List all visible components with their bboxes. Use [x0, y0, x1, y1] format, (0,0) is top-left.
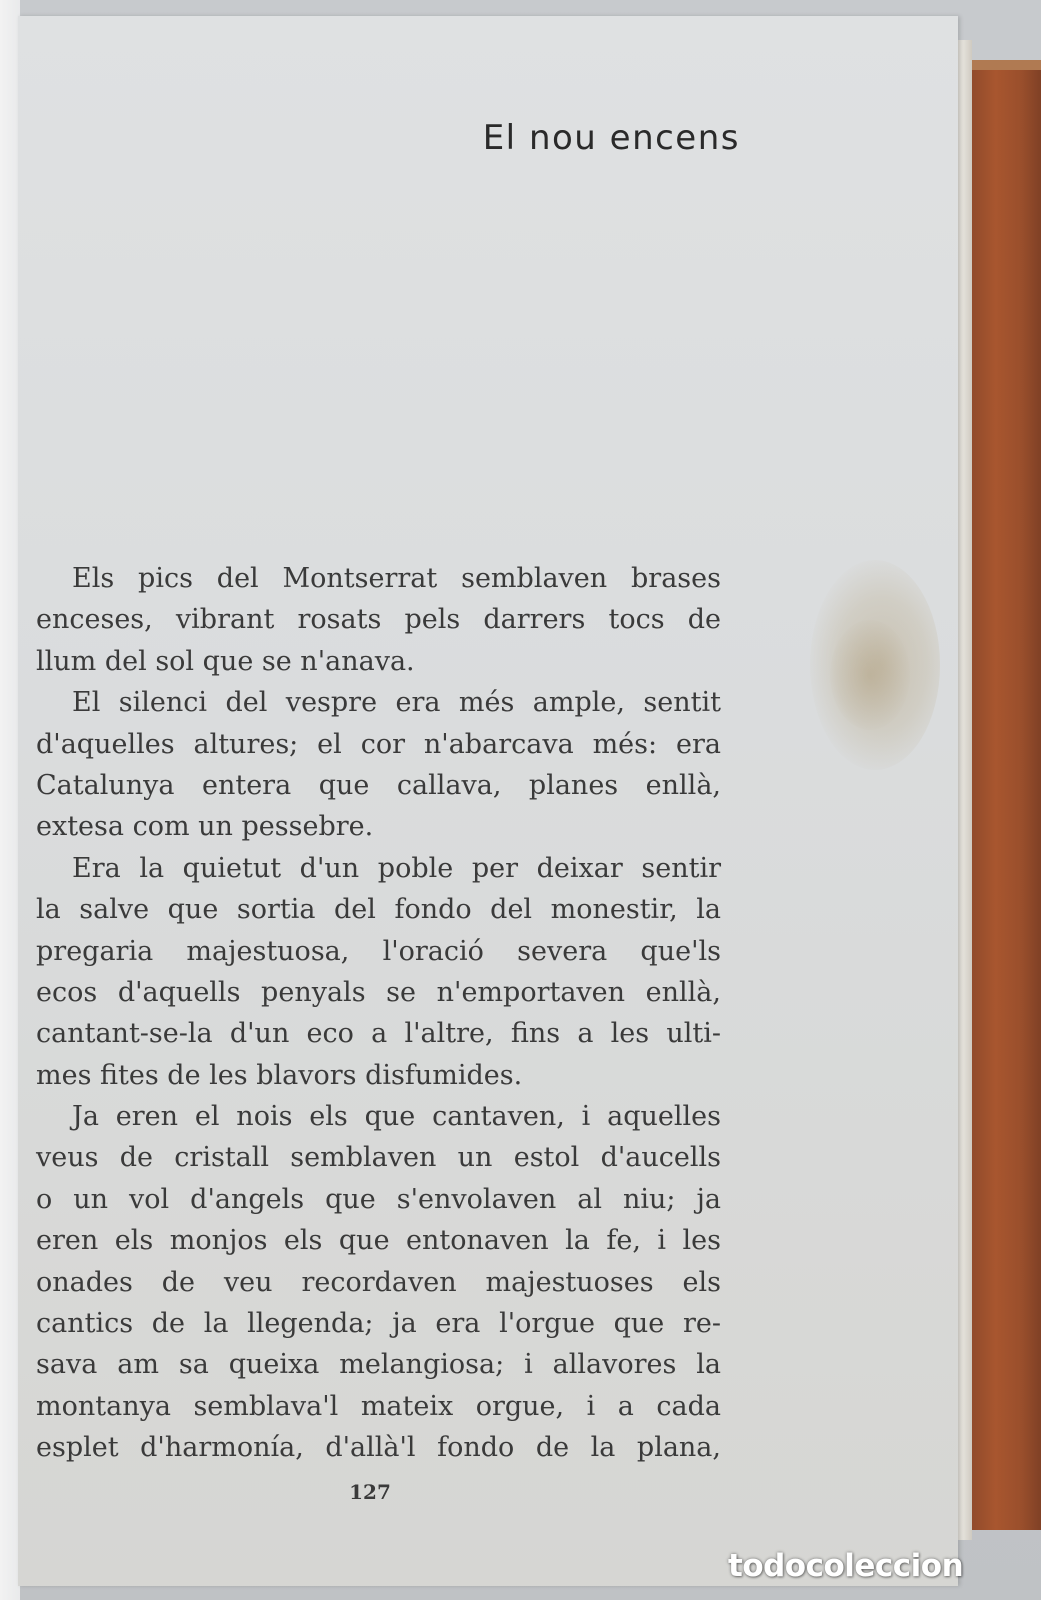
text-line: El silenci del vespre era més ample, sentit [72, 687, 721, 719]
text-line: enceses, vibrant rosats pels darrers tocs de [36, 604, 721, 636]
page-number: 127 [349, 1480, 391, 1504]
book-cover-edge [968, 70, 1041, 1530]
text-line: Els pics del Montserrat semblaven brases [72, 563, 721, 594]
text-line: montanya semblava'l mateix orgue, i a cada [36, 1390, 721, 1422]
chapter-title: El nou encens [482, 118, 740, 158]
text-line: veus de cristall semblaven un estol d'aucells [36, 1142, 721, 1174]
text-line: sava am sa queixa melangiosa; i allavores la [36, 1349, 721, 1381]
paragraph [36, 848, 721, 1096]
text-line: Catalunya entera que callava, planes enllà, [36, 769, 721, 801]
text-line: onades de veu recordaven majestuoses els [36, 1266, 721, 1298]
paper-stain-inner [830, 620, 910, 730]
text-line: llum del sol que se n'anava. [36, 645, 415, 677]
text-line: cantant-se-la d'un eco a l'altre, fins a les ulti- [36, 1018, 721, 1050]
text-line: esplet d'harmonía, d'allà'l fondo de la plana, [36, 1432, 721, 1464]
text-line: la salve que sortia del fondo del monestir, la [36, 894, 721, 926]
text-line: o un vol d'angels que s'envolaven al niu; ja [36, 1183, 721, 1215]
text-line: mes fites de les blavors disfumides. [36, 1059, 523, 1091]
text-line: pregaria majestuosa, l'oració severa que'ls [36, 935, 721, 967]
text-line: Ja eren el nois els que cantaven, i aquelles [72, 1101, 721, 1133]
text-line: cantics de la llegenda; ja era l'orgue que re- [36, 1308, 721, 1340]
text-line: ecos d'aquells penyals se n'emportaven enllà, [36, 976, 721, 1008]
text-line: d'aquelles altures; el cor n'abarcava més: era [36, 728, 721, 760]
text-line: extesa com un pessebre. [36, 811, 374, 843]
left-page-edge [0, 0, 20, 1600]
text-line: eren els monjos els que entonaven la fe, i les [36, 1225, 721, 1257]
chapter-body-text [36, 558, 721, 1469]
paragraph [36, 682, 721, 848]
paragraph [36, 1096, 721, 1469]
paragraph [36, 558, 721, 682]
text-line: Era la quietut d'un poble per deixar sentir [72, 852, 721, 884]
watermark-logo: todocoleccion [728, 1548, 964, 1584]
